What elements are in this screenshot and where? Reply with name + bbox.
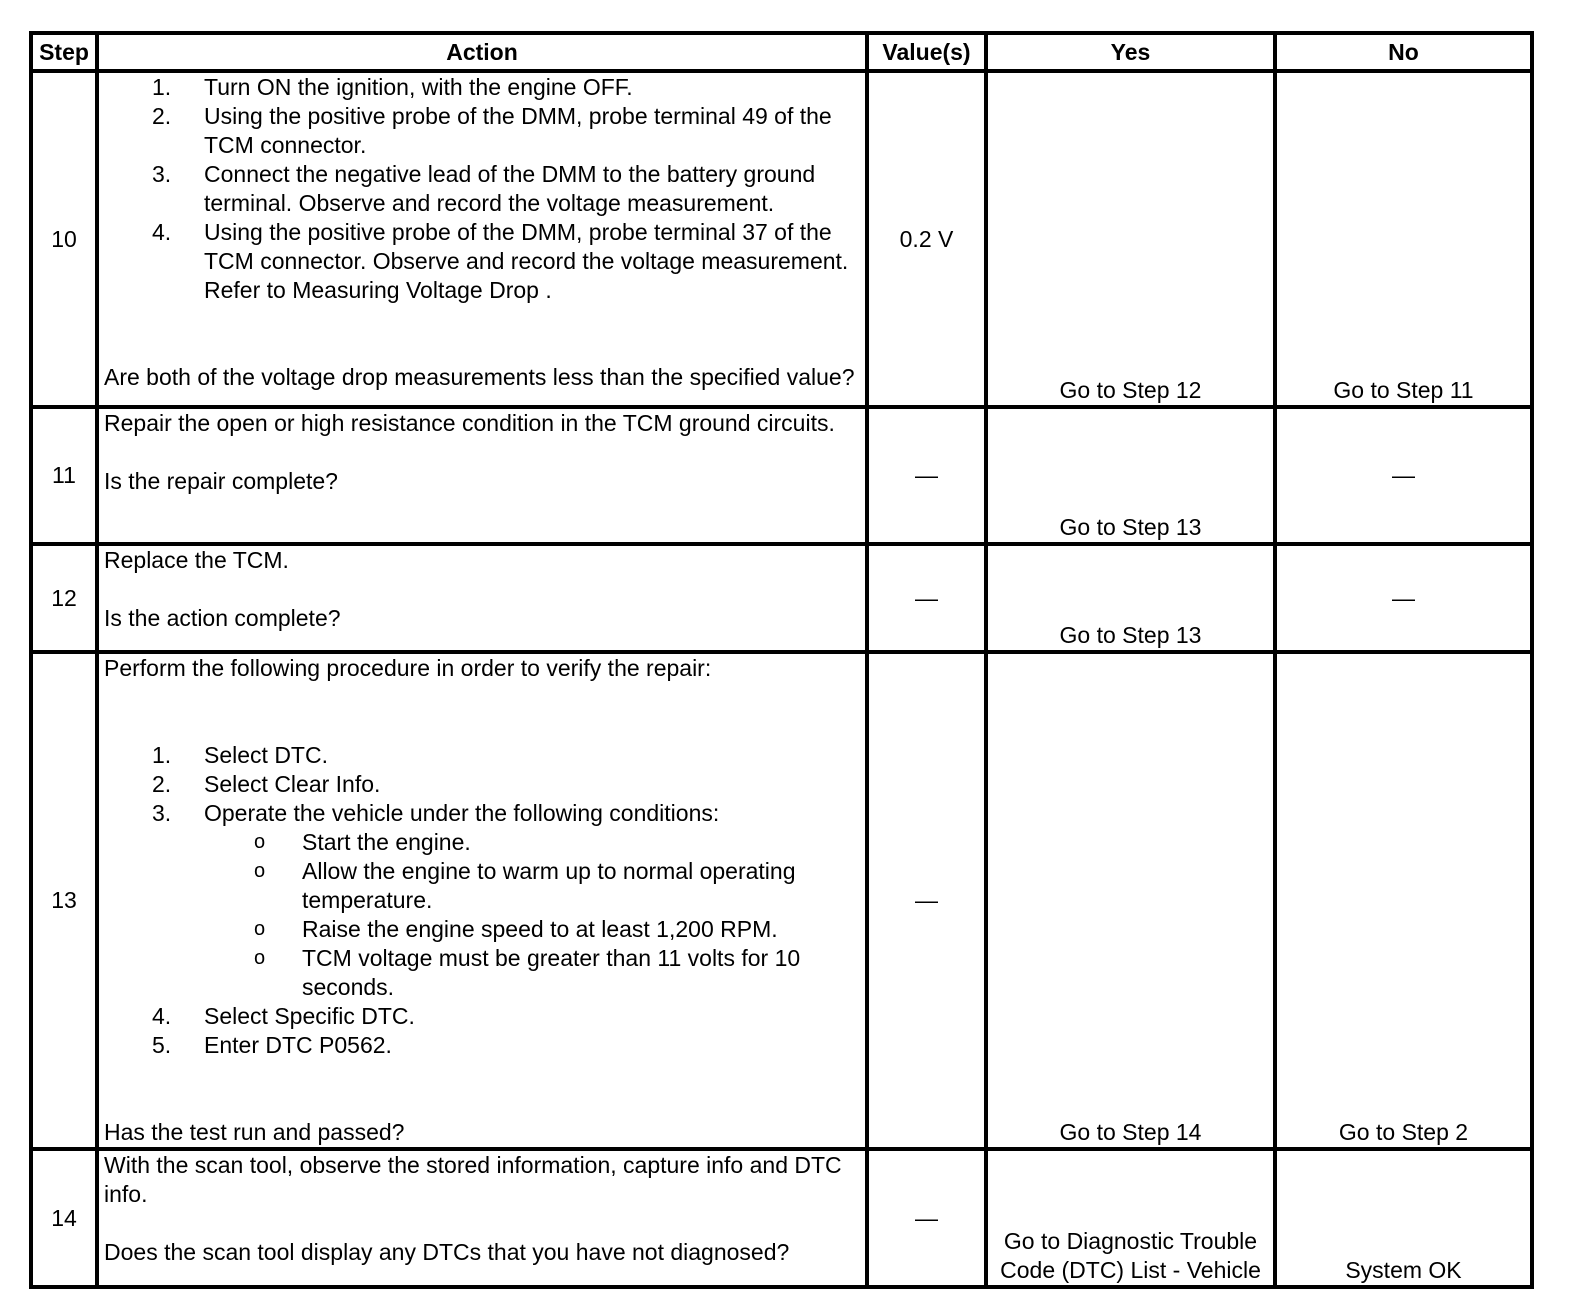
table-row bbox=[31, 71, 1532, 407]
list-item: 3. Operate the vehicle under the following conditions: bbox=[152, 800, 720, 826]
list-item: 4. Select Specific DTC. bbox=[152, 1003, 415, 1029]
header-values: Value(s) bbox=[867, 33, 986, 71]
table-row bbox=[31, 407, 1532, 544]
question-text: Is the action complete? bbox=[104, 605, 341, 631]
list-item: 2. Using the positive probe of the DMM, probe terminal 49 of the TCM connector. bbox=[152, 103, 832, 158]
list-number: 5. bbox=[152, 1032, 172, 1058]
diagnostic-steps-table bbox=[29, 31, 1534, 1289]
bullet-icon: o bbox=[254, 947, 266, 969]
list-number: 3. bbox=[152, 161, 172, 187]
step-number: 12 bbox=[31, 544, 97, 652]
list-item: 1. Select DTC. bbox=[152, 742, 328, 768]
action-text: With the scan tool, observe the stored information, capture info and DTC info. bbox=[104, 1152, 842, 1207]
sub-list-item: o Allow the engine to warm up to normal operating temperature. bbox=[254, 858, 796, 913]
header-row bbox=[31, 33, 1532, 71]
action-cell bbox=[97, 407, 867, 544]
no-cell: System OK bbox=[1275, 1149, 1532, 1287]
list-number: 3. bbox=[152, 800, 172, 826]
action-text: Repair the open or high resistance condition in the TCM ground circuits. bbox=[104, 410, 835, 436]
question-text: Does the scan tool display any DTCs that you have not diagnosed? bbox=[104, 1239, 790, 1265]
action-cell bbox=[97, 544, 867, 652]
list-number: 2. bbox=[152, 103, 172, 129]
list-number: 4. bbox=[152, 219, 172, 245]
action-intro: Perform the following procedure in order to verify the repair: bbox=[104, 655, 712, 681]
yes-cell: Go to Step 12 bbox=[986, 71, 1275, 407]
yes-cell: Go to Step 13 bbox=[986, 407, 1275, 544]
value-cell: — bbox=[867, 407, 986, 544]
step-number: 14 bbox=[31, 1149, 97, 1287]
step-number: 13 bbox=[31, 652, 97, 1149]
sub-list-item: o TCM voltage must be greater than 11 volts for 10 seconds. bbox=[254, 945, 801, 1000]
no-cell: — bbox=[1275, 544, 1532, 652]
list-item: 3. Connect the negative lead of the DMM to the battery ground terminal. Observe and record the voltage measurement. bbox=[152, 161, 816, 216]
action-cell bbox=[97, 652, 867, 1149]
value-cell: — bbox=[867, 1149, 986, 1287]
step-number: 10 bbox=[31, 71, 97, 407]
list-number: 1. bbox=[152, 742, 172, 768]
value-cell: — bbox=[867, 652, 986, 1149]
question-text: Are both of the voltage drop measurements less than the specified value? bbox=[104, 364, 855, 390]
yes-cell: Go to Step 13 bbox=[986, 544, 1275, 652]
value-cell: — bbox=[867, 544, 986, 652]
no-cell: — bbox=[1275, 407, 1532, 544]
question-text: Is the repair complete? bbox=[104, 468, 338, 494]
value-cell: 0.2 V bbox=[867, 71, 986, 407]
table-row bbox=[31, 652, 1532, 1149]
sub-list-item: o Start the engine. bbox=[254, 829, 471, 855]
list-item: 1. Turn ON the ignition, with the engine OFF. bbox=[152, 74, 633, 100]
list-number: 2. bbox=[152, 771, 172, 797]
action-cell bbox=[97, 71, 867, 407]
header-no: No bbox=[1275, 33, 1532, 71]
header-action: Action bbox=[97, 33, 867, 71]
yes-cell: Go to Diagnostic Trouble Code (DTC) List - Vehicle bbox=[986, 1149, 1275, 1287]
header-step: Step bbox=[31, 33, 97, 71]
table-row bbox=[31, 1149, 1532, 1287]
list-number: 4. bbox=[152, 1003, 172, 1029]
header-yes: Yes bbox=[986, 33, 1275, 71]
list-item: 4. Using the positive probe of the DMM, probe terminal 37 of the TCM connector. Observe and record the voltage measurement. Refer to Measuring Voltage Drop . bbox=[152, 219, 849, 303]
action-cell bbox=[97, 1149, 867, 1287]
sub-list-item: o Raise the engine speed to at least 1,200 RPM. bbox=[254, 916, 778, 942]
table-row bbox=[31, 544, 1532, 652]
question-text: Has the test run and passed? bbox=[104, 1119, 405, 1145]
step-number: 11 bbox=[31, 407, 97, 544]
action-text: Replace the TCM. bbox=[104, 547, 289, 573]
list-item: 5. Enter DTC P0562. bbox=[152, 1032, 392, 1058]
bullet-icon: o bbox=[254, 860, 266, 882]
bullet-icon: o bbox=[254, 918, 266, 940]
list-item: 2. Select Clear Info. bbox=[152, 771, 381, 797]
no-cell: Go to Step 2 bbox=[1275, 652, 1532, 1149]
no-cell: Go to Step 11 bbox=[1275, 71, 1532, 407]
yes-cell: Go to Step 14 bbox=[986, 652, 1275, 1149]
bullet-icon: o bbox=[254, 831, 266, 853]
list-number: 1. bbox=[152, 74, 172, 100]
